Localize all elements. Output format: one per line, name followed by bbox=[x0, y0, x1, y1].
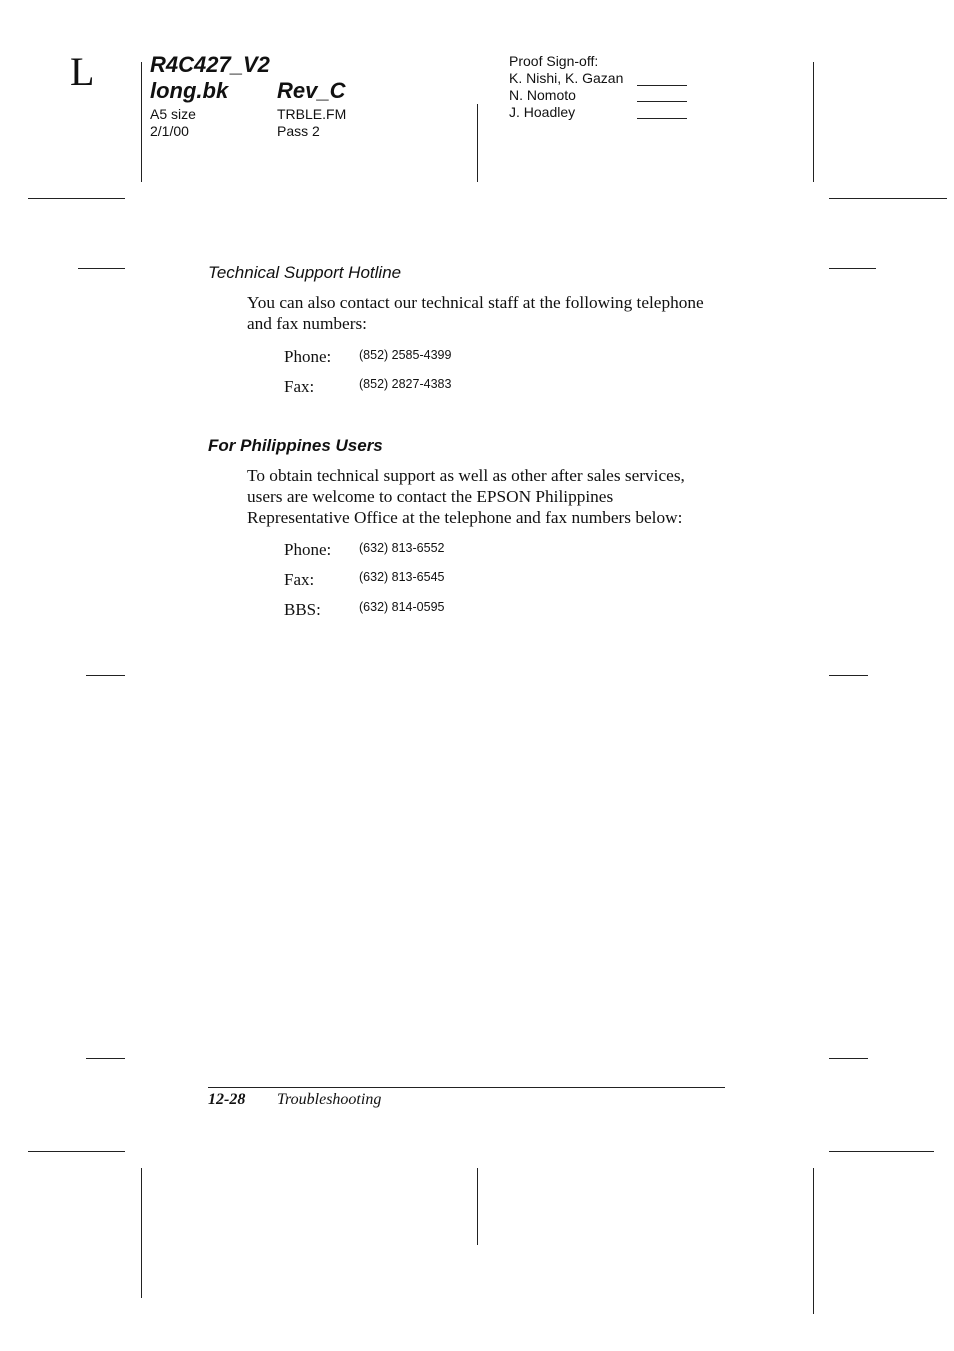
page-size: A5 size bbox=[150, 106, 196, 122]
fax-number: (852) 2827-4383 bbox=[359, 377, 452, 391]
revision: Rev_C bbox=[277, 78, 346, 103]
crop-mark bbox=[78, 268, 125, 269]
paragraph-line: You can also contact our technical staff at the following telephone bbox=[247, 293, 704, 312]
signer-name: J. Hoadley bbox=[509, 104, 576, 120]
crop-mark bbox=[829, 675, 868, 676]
contact-label: Phone: bbox=[284, 347, 332, 366]
contact-label: Fax: bbox=[284, 570, 315, 589]
paragraph-line: and fax numbers: bbox=[247, 314, 367, 333]
section-heading: For Philippines Users bbox=[208, 436, 383, 455]
signer-name: K. Nishi, K. Gazan bbox=[509, 70, 624, 86]
chapter-title: Troubleshooting bbox=[277, 1091, 382, 1108]
crop-mark bbox=[28, 1151, 125, 1152]
phone-number: (852) 2585-4399 bbox=[359, 348, 452, 362]
contact-label: Fax: bbox=[284, 377, 315, 396]
paragraph-line: Representative Office at the telephone and fax numbers below: bbox=[247, 508, 683, 527]
crop-mark bbox=[477, 104, 478, 182]
paragraph-line: To obtain technical support as well as other after sales services, bbox=[247, 466, 685, 485]
proof-signoff-title: Proof Sign-off: bbox=[509, 53, 599, 69]
file-name: TRBLE.FM bbox=[277, 106, 347, 122]
page-side-marker: L bbox=[70, 49, 95, 94]
crop-mark bbox=[813, 1168, 814, 1314]
signature-line bbox=[637, 101, 687, 102]
footer-rule bbox=[208, 1087, 725, 1088]
bbs-number: (632) 814-0595 bbox=[359, 600, 445, 614]
crop-mark bbox=[141, 1168, 142, 1298]
pass-number: Pass 2 bbox=[277, 123, 320, 139]
crop-mark bbox=[86, 1058, 125, 1059]
crop-mark bbox=[477, 1168, 478, 1245]
fax-number: (632) 813-6545 bbox=[359, 570, 445, 584]
page-number: 12-28 bbox=[208, 1091, 246, 1108]
crop-mark bbox=[829, 268, 876, 269]
contact-label: BBS: bbox=[284, 600, 321, 619]
crop-mark bbox=[813, 62, 814, 182]
signer-name: N. Nomoto bbox=[509, 87, 576, 103]
book-name: long.bk bbox=[150, 78, 229, 103]
paragraph-line: users are welcome to contact the EPSON Philippines bbox=[247, 487, 614, 506]
doc-date: 2/1/00 bbox=[150, 123, 189, 139]
signature-line bbox=[637, 118, 687, 119]
crop-mark bbox=[141, 62, 142, 182]
crop-mark bbox=[829, 198, 947, 199]
crop-mark bbox=[829, 1058, 868, 1059]
contact-label: Phone: bbox=[284, 540, 332, 559]
crop-mark bbox=[86, 675, 125, 676]
crop-mark bbox=[28, 198, 125, 199]
section-heading: Technical Support Hotline bbox=[208, 263, 402, 282]
body-paragraph bbox=[247, 292, 737, 334]
crop-mark bbox=[829, 1151, 934, 1152]
signature-line bbox=[637, 85, 687, 86]
body-paragraph bbox=[247, 465, 737, 528]
doc-code: R4C427_V2 bbox=[150, 52, 270, 77]
phone-number: (632) 813-6552 bbox=[359, 541, 445, 555]
